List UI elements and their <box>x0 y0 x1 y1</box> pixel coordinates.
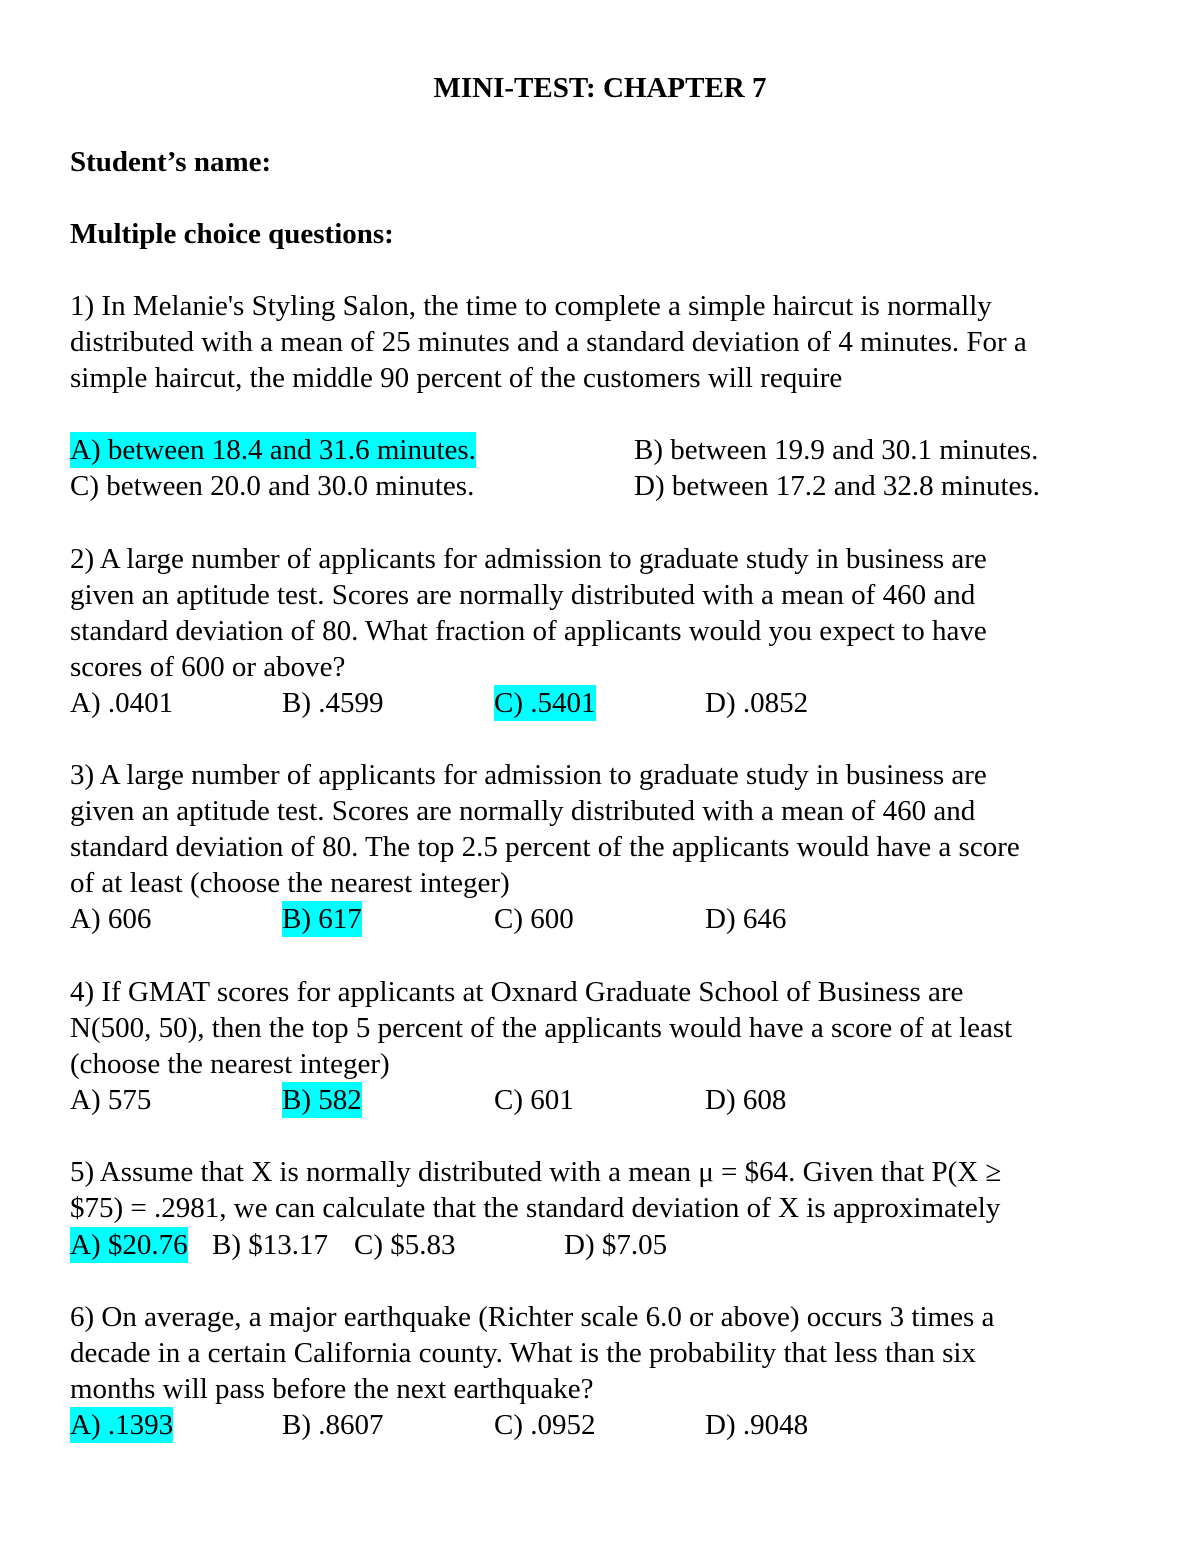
question-text-line: of at least (choose the nearest integer) <box>70 867 510 899</box>
option-d: D) 646 <box>705 903 787 935</box>
option-d: D) .9048 <box>705 1409 809 1441</box>
question-text-line: standard deviation of 80. The top 2.5 percent of the applicants would have a score <box>70 831 1020 863</box>
question-text-line: scores of 600 or above? <box>70 651 346 683</box>
option-a: A) .1393 <box>70 1407 173 1443</box>
option-b: B) 617 <box>282 901 362 937</box>
question-text-line: distributed with a mean of 25 minutes and a standard deviation of 4 minutes. For a <box>70 326 1027 358</box>
option-b: B) 582 <box>282 1082 362 1118</box>
section-label: Multiple choice questions: <box>70 218 394 250</box>
question-text-line: $75) = .2981, we can calculate that the standard deviation of X is approximately <box>70 1192 1001 1224</box>
question-text-line: 2) A large number of applicants for admission to graduate study in business are <box>70 543 987 575</box>
option-b: B) .8607 <box>282 1409 384 1441</box>
option-c: C) 601 <box>494 1084 574 1116</box>
question-text-line: N(500, 50), then the top 5 percent of the applicants would have a score of at least <box>70 1012 1013 1044</box>
option-a: A) 606 <box>70 903 152 935</box>
option-c: C) .5401 <box>494 685 596 721</box>
question-text-line: 5) Assume that X is normally distributed with a mean μ = $64. Given that P(X ≥ <box>70 1156 1002 1188</box>
option-a: A) $20.76 <box>70 1227 188 1263</box>
question-text-line: standard deviation of 80. What fraction of applicants would you expect to have <box>70 615 987 647</box>
question-text-line: 6) On average, a major earthquake (Richter scale 6.0 or above) occurs 3 times a <box>70 1301 995 1333</box>
option-c: C) $5.83 <box>354 1229 456 1261</box>
option-a: A) between 18.4 and 31.6 minutes. <box>70 432 476 468</box>
page-title: MINI-TEST: CHAPTER 7 <box>433 72 767 104</box>
question-text-line: simple haircut, the middle 90 percent of the customers will require <box>70 362 843 394</box>
question-text-line: 3) A large number of applicants for admission to graduate study in business are <box>70 759 987 791</box>
question-text-line: given an aptitude test. Scores are normally distributed with a mean of 460 and <box>70 579 976 611</box>
option-b: B) between 19.9 and 30.1 minutes. <box>634 434 1039 466</box>
option-d: D) 608 <box>705 1084 787 1116</box>
question-text-line: months will pass before the next earthquake? <box>70 1373 594 1405</box>
option-c: C) between 20.0 and 30.0 minutes. <box>70 470 475 502</box>
option-a: A) 575 <box>70 1084 152 1116</box>
option-b: B) $13.17 <box>212 1229 328 1261</box>
option-c: C) 600 <box>494 903 574 935</box>
question-text-line: (choose the nearest integer) <box>70 1048 390 1080</box>
option-c: C) .0952 <box>494 1409 596 1441</box>
option-d: D) between 17.2 and 32.8 minutes. <box>634 470 1040 502</box>
question-text-line: decade in a certain California county. What is the probability that less than six <box>70 1337 976 1369</box>
option-b: B) .4599 <box>282 687 384 719</box>
student-name-label: Student’s name: <box>70 146 272 178</box>
question-text-line: 1) In Melanie's Styling Salon, the time to complete a simple haircut is normally <box>70 290 992 322</box>
option-d: D) .0852 <box>705 687 809 719</box>
question-text-line: given an aptitude test. Scores are normally distributed with a mean of 460 and <box>70 795 976 827</box>
question-text-line: 4) If GMAT scores for applicants at Oxnard Graduate School of Business are <box>70 976 964 1008</box>
option-d: D) $7.05 <box>564 1229 668 1261</box>
option-a: A) .0401 <box>70 687 174 719</box>
